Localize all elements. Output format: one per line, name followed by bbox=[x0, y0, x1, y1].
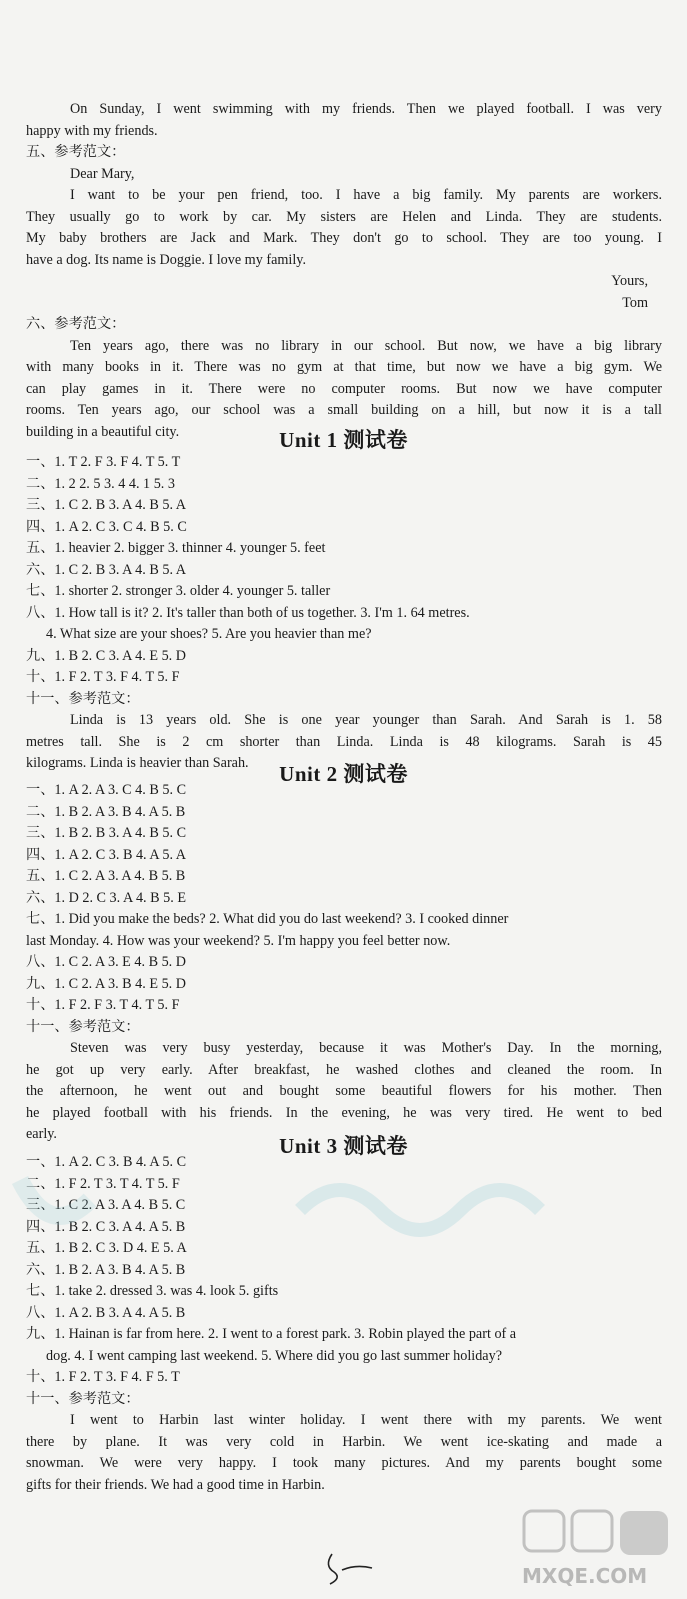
answer-row: 四、1. B 2. C 3. A 4. A 5. B bbox=[26, 1218, 186, 1235]
answer-row: 十、1. F 2. T 3. F 4. F 5. T bbox=[26, 1369, 180, 1385]
answer-row: 六、1. B 2. A 3. B 4. A 5. B bbox=[26, 1261, 186, 1278]
letter-line: My baby brothers are Jack and Mark. They don't go to school. They are too young. I bbox=[26, 230, 662, 246]
answer-row: 三、1. C 2. A 3. A 4. B 5. C bbox=[26, 1197, 186, 1213]
essay-line: there by plane. It was very cold in Harbin. We went ice-skating and made a bbox=[26, 1433, 662, 1450]
answer-row: 五、1. B 2. C 3. D 4. E 5. A bbox=[26, 1240, 187, 1256]
answer-row: dog. 4. I went camping last weekend. 5. Where did you go last summer holiday? bbox=[46, 1347, 502, 1364]
essay-line: the afternoon, he went out and bought some beautiful flowers for his mother. Then bbox=[26, 1083, 662, 1099]
unit1-answers bbox=[26, 452, 662, 775]
answer-row: last Monday. 4. How was your weekend? 5. I'm happy you feel better now. bbox=[26, 932, 451, 949]
section-heading: 十一、参考范文： bbox=[26, 690, 140, 707]
top-section bbox=[26, 99, 662, 443]
letter-line: They usually go to work by car. My sisters are Helen and Linda. They are students. bbox=[26, 208, 662, 225]
letter-greeting: Dear Mary, bbox=[70, 165, 135, 182]
answer-row: 二、1. B 2. A 3. B 4. A 5. B bbox=[26, 803, 186, 820]
answer-row: 九、1. B 2. C 3. A 4. E 5. D bbox=[26, 647, 187, 664]
answer-row: 4. What size are your shoes? 5. Are you heavier than me? bbox=[46, 626, 372, 642]
unit-title: Unit 2 测试卷 bbox=[279, 762, 408, 786]
answer-row: 九、1. C 2. A 3. B 4. E 5. D bbox=[26, 975, 187, 992]
answer-row: 三、1. B 2. B 3. A 4. B 5. C bbox=[26, 825, 187, 841]
answer-row: 一、1. A 2. C 3. B 4. A 5. C bbox=[26, 1154, 187, 1170]
unit-title: Unit 3 测试卷 bbox=[279, 1134, 408, 1158]
para-line: happy with my friends. bbox=[26, 122, 158, 139]
unit-title: Unit 1 测试卷 bbox=[279, 428, 408, 452]
answer-row: 一、1. T 2. F 3. F 4. T 5. T bbox=[26, 454, 181, 470]
answer-row: 八、1. How tall is it? 2. It's taller than both of us together. 3. I'm 1. 64 metres. bbox=[26, 604, 470, 621]
para-line: On Sunday, I went swimming with my friends. Then we played football. I was very bbox=[70, 101, 662, 117]
letter-line: have a dog. Its name is Doggie. I love my family. bbox=[26, 251, 307, 268]
answer-row: 七、1. take 2. dressed 3. was 4. look 5. gifts bbox=[26, 1283, 279, 1299]
section-heading: 六、参考范文： bbox=[26, 316, 126, 332]
section-heading: 十一、参考范文： bbox=[26, 1018, 140, 1035]
section-heading: 五、参考范文： bbox=[26, 144, 126, 160]
essay-line: early. bbox=[26, 1126, 57, 1142]
answer-row: 十、1. F 2. F 3. T 4. T 5. F bbox=[26, 997, 180, 1013]
essay-line: can play games in it. There were no computer rooms. But now we have computer bbox=[26, 380, 662, 397]
background-watermark-shape bbox=[0, 1150, 687, 1270]
answer-row: 三、1. C 2. B 3. A 4. B 5. A bbox=[26, 497, 187, 513]
letter-line: I want to be your pen friend, too. I have a big family. My parents are workers. bbox=[70, 187, 662, 203]
essay-line: he got up very early. After breakfast, he washed clothes and cleaned the room. In bbox=[26, 1061, 662, 1078]
essay-line: Steven was very busy yesterday, because it was Mother's Day. In the morning, bbox=[70, 1040, 662, 1056]
essay-line: building in a beautiful city. bbox=[26, 423, 180, 440]
essay-line: he played football with his friends. In the evening, he was very tired. He went to bed bbox=[26, 1104, 662, 1121]
answer-row: 一、1. A 2. A 3. C 4. B 5. C bbox=[26, 782, 187, 798]
answer-row: 四、1. A 2. C 3. C 4. B 5. C bbox=[26, 518, 187, 535]
essay-line: kilograms. Linda is heavier than Sarah. bbox=[26, 755, 249, 771]
site-watermark-logo bbox=[516, 1505, 681, 1595]
essay-line: Ten years ago, there was no library in our school. But now, we have a big library bbox=[70, 337, 662, 354]
essay-line: gifts for their friends. We had a good time in Harbin. bbox=[26, 1476, 325, 1493]
answer-row: 六、1. C 2. B 3. A 4. B 5. A bbox=[26, 561, 187, 578]
section-heading: 十一、参考范文： bbox=[26, 1390, 140, 1407]
page-mark-scribble bbox=[320, 1548, 380, 1588]
answer-row: 八、1. A 2. B 3. A 4. A 5. B bbox=[26, 1304, 186, 1321]
answer-row: 六、1. D 2. C 3. A 4. B 5. E bbox=[26, 889, 187, 906]
answer-row: 七、1. shorter 2. stronger 3. older 4. younger 5. taller bbox=[26, 583, 331, 599]
answer-row: 二、1. F 2. T 3. T 4. T 5. F bbox=[26, 1175, 180, 1192]
answer-row: 十、1. F 2. T 3. F 4. T 5. F bbox=[26, 669, 180, 685]
letter-closing: Yours, bbox=[611, 273, 648, 289]
answer-row: 八、1. C 2. A 3. E 4. B 5. D bbox=[26, 954, 187, 970]
essay-line: metres tall. She is 2 cm shorter than Linda. Linda is 48 kilograms. Sarah is 45 bbox=[26, 733, 662, 750]
essay-line: Linda is 13 years old. She is one year younger than Sarah. And Sarah is 1. 58 bbox=[70, 712, 662, 728]
answer-row: 二、1. 2 2. 5 3. 4 4. 1 5. 3 bbox=[26, 475, 175, 492]
unit2-answers bbox=[26, 780, 662, 1146]
answer-row: 九、1. Hainan is far from here. 2. I went to a forest park. 3. Robin played the part of a bbox=[26, 1326, 517, 1342]
watermark-site-text: MXQE.COM bbox=[522, 1564, 648, 1588]
essay-line: snowman. We were very happy. I took many pictures. And my parents bought some bbox=[26, 1455, 662, 1471]
essay-line: I went to Harbin last winter holiday. I went there with my parents. We went bbox=[70, 1412, 662, 1428]
answer-row: 五、1. heavier 2. bigger 3. thinner 4. younger 5. feet bbox=[26, 540, 326, 556]
answer-row: 七、1. Did you make the beds? 2. What did you do last weekend? 3. I cooked dinner bbox=[26, 911, 509, 927]
essay-line: with many books in it. There was no gym at that time, but now we have a big gym. We bbox=[26, 359, 662, 375]
essay-line: rooms. Ten years ago, our school was a small building on a hill, but now it is a tall bbox=[26, 402, 662, 418]
letter-signature: Tom bbox=[622, 294, 648, 311]
answer-row: 四、1. A 2. C 3. B 4. A 5. A bbox=[26, 846, 187, 863]
answer-row: 五、1. C 2. A 3. A 4. B 5. B bbox=[26, 868, 186, 884]
